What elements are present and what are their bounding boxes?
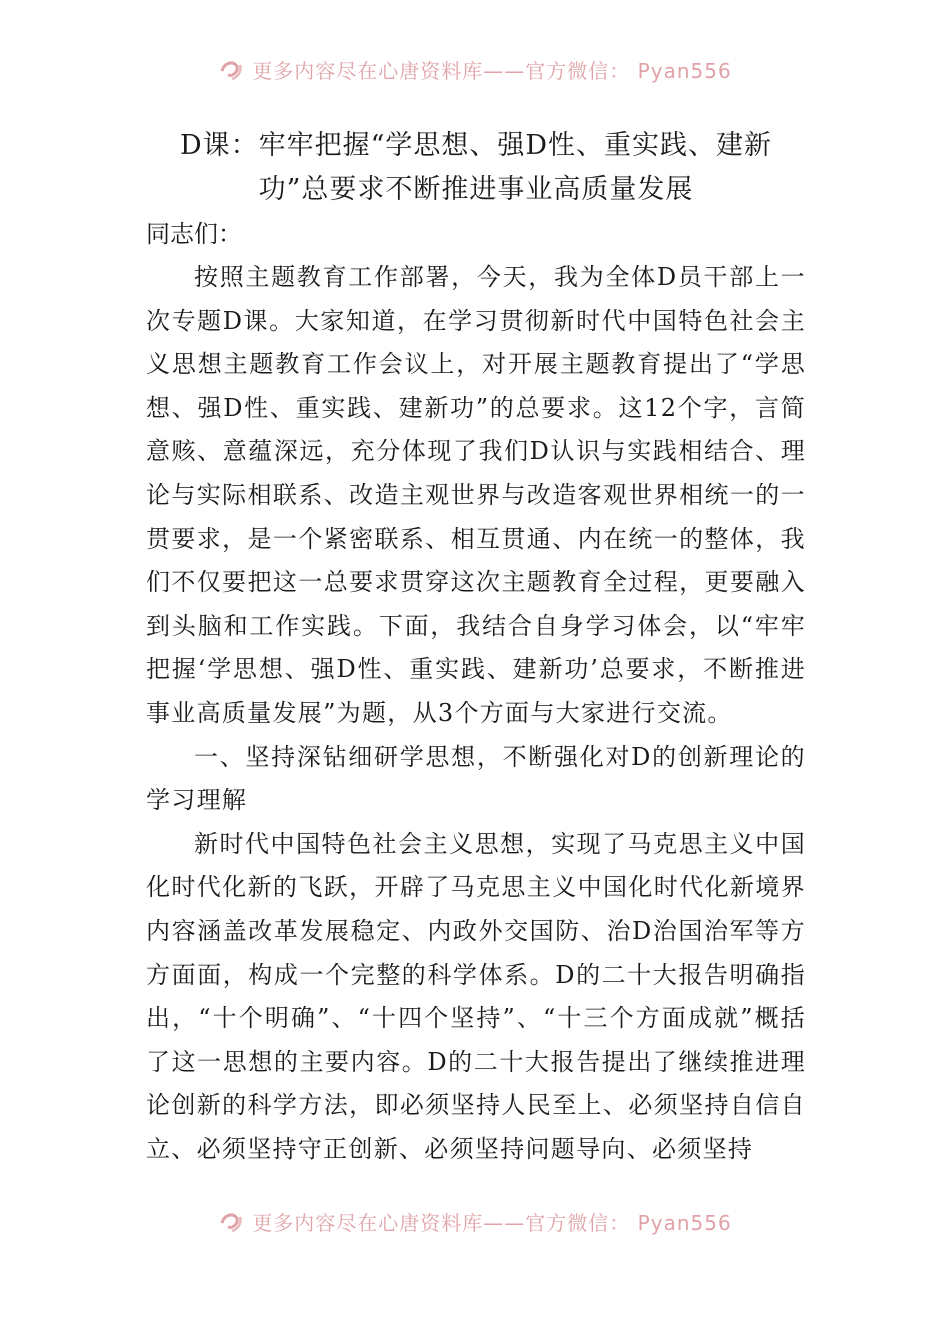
watermark-text: 更多内容尽在心唐资料库——官方微信： Pyan556 [252,58,732,83]
paragraph: 新时代中国特色社会主义思想，实现了马克思主义中国化时代化新的飞跃，开辟了马克思主义中国化时代化新境界内容涵盖改革发展稳定、内政外交国防、治D治国治军等方方面面，构成一个完整的科学体系。D的二十大报告明确指出，“十个明确”、“十四个坚持”、“十三个方面成就”概括了这一思想的主要内容。D的二十大报告提出了继续推进理论创新的科学方法，即必须坚持人民至上、必须坚持自信自立、必须坚持守正创新、必须坚持问题导向、必须坚持 [146,829,806,1163]
document-title: D课：牢牢把握“学思想、强D性、重实践、建新功”总要求不断推进事业高质量发展 [179,130,773,205]
watermark-logo-icon [218,55,246,83]
document-body [146,124,806,1171]
watermark-text: 更多内容尽在心唐资料库——官方微信： Pyan556 [252,1210,732,1235]
salutation: 同志们： [146,220,242,248]
footer-watermark [0,1201,950,1241]
header-watermark [0,49,950,89]
paragraph: 按照主题教育工作部署，今天，我为全体D员干部上一次专题D课。大家知道，在学习贯彻新时代中国特色社会主义思想主题教育工作会议上，对开展主题教育提出了“学思想、强D性、重实践、建新功”的总要求。这12个字，言简意赅、意蕴深远，充分体现了我们D认识与实践相结合、理论与实际相联系、改造主观世界与改造客观世界相统一的一贯要求，是一个紧密联系、相互贯通、内在统一的整体，我们不仅要把这一总要求贯穿这次主题教育全过程，更要融入到头脑和工作实践。下面，我结合自身学习体会，以“牢牢把握‘学思想、强D性、重实践、建新功’总要求，不断推进事业高质量发展”为题，从3个方面与大家进行交流。 [146,263,806,727]
section-heading: 一、坚持深钻细研学思想，不断强化对D的创新理论的学习理解 [146,742,806,815]
watermark-logo-icon [218,1207,246,1235]
